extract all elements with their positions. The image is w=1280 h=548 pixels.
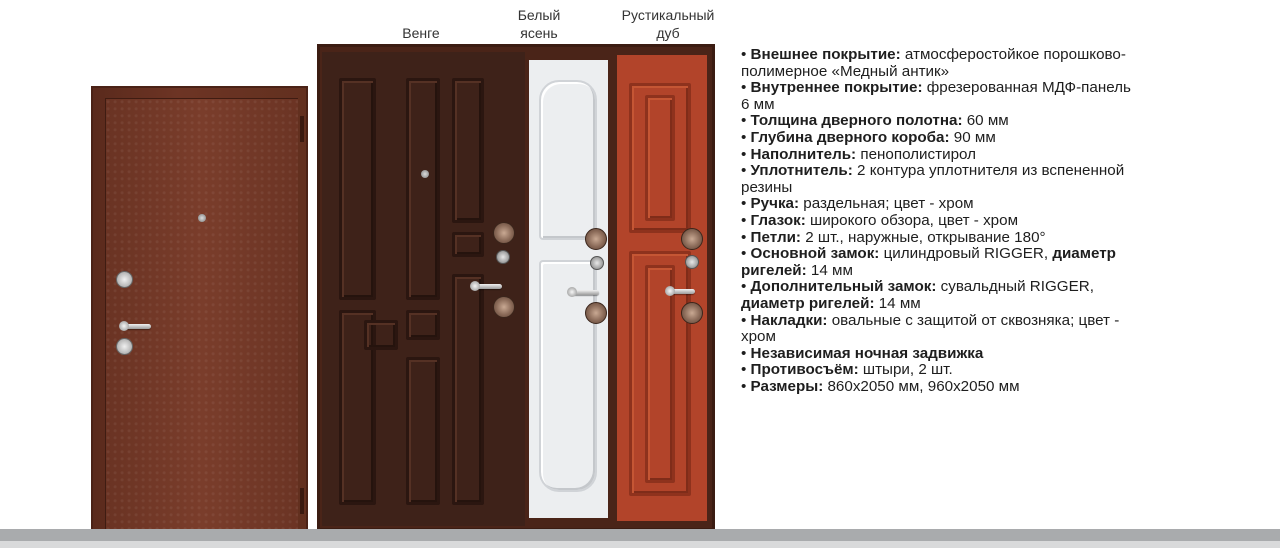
label-white-ash-line2: ясень	[520, 25, 558, 41]
panel-wenge	[322, 52, 525, 526]
peephole	[198, 214, 206, 222]
exterior-door-image	[91, 86, 308, 541]
label-white-ash-line1: Белый	[517, 7, 561, 23]
spec-item: • Уплотнитель: 2 контура уплотнителя из вспененной резины	[741, 162, 1125, 196]
spec-item: • Толщина дверного полотна: 60 мм	[741, 112, 1009, 130]
lower-lock	[493, 296, 515, 318]
label-rustic-oak-line2: дуб	[656, 25, 680, 41]
spec-item: • Противосъём: штыри, 2 шт.	[741, 361, 953, 379]
lower-lock	[681, 302, 703, 324]
spec-item: • Размеры: 860x2050 мм, 960x2050 мм	[741, 377, 1020, 395]
door-handle	[123, 324, 151, 329]
label-wenge: Венге	[402, 25, 440, 41]
spec-item: • Накладки: овальные с защитой от сквозняка; цвет - хром	[741, 311, 1120, 346]
door-hinge	[300, 116, 304, 142]
spec-item: • Дополнительный замок: сувальдный RIGGER, диаметр ригелей: 14 мм	[741, 278, 1094, 312]
label-rustic-oak-line1: Рустикальный	[621, 7, 715, 23]
lower-lock-cylinder	[116, 338, 133, 355]
floor-strip-lower	[0, 541, 1280, 548]
specifications-list	[741, 47, 1251, 395]
upper-lock	[585, 228, 607, 250]
spec-item: • Внутреннее покрытие: фрезерованная МДФ-панель 6 мм	[741, 79, 1131, 113]
panel-white-ash	[529, 60, 608, 518]
spec-item: • Глубина дверного короба: 90 мм	[741, 128, 996, 146]
spec-item: • Независимая ночная задвижка	[741, 344, 984, 362]
spec-item: • Внешнее покрытие: атмосферостойкое порошково- полимерное «Медный антик»	[741, 46, 1126, 80]
spec-item: • Глазок: широкого обзора, цвет - хром	[741, 211, 1019, 229]
floor-strip	[0, 529, 1280, 541]
lower-lock	[585, 302, 607, 324]
spec-item: • Петли: 2 шт., наружные, открывание 180°	[741, 228, 1046, 246]
spec-item: • Ручка: раздельная; цвет - хром	[741, 195, 974, 213]
upper-lock	[493, 222, 515, 244]
spec-item: • Основной замок: цилиндровый RIGGER, диаметр ригелей: 14 мм	[741, 245, 1116, 279]
upper-lock	[681, 228, 703, 250]
exterior-door-leaf	[105, 98, 298, 539]
door-hinge	[300, 488, 304, 514]
upper-lock-cylinder	[116, 271, 133, 288]
panel-rustic-oak	[617, 55, 707, 521]
spec-item: • Наполнитель: пенополистирол	[741, 145, 976, 163]
